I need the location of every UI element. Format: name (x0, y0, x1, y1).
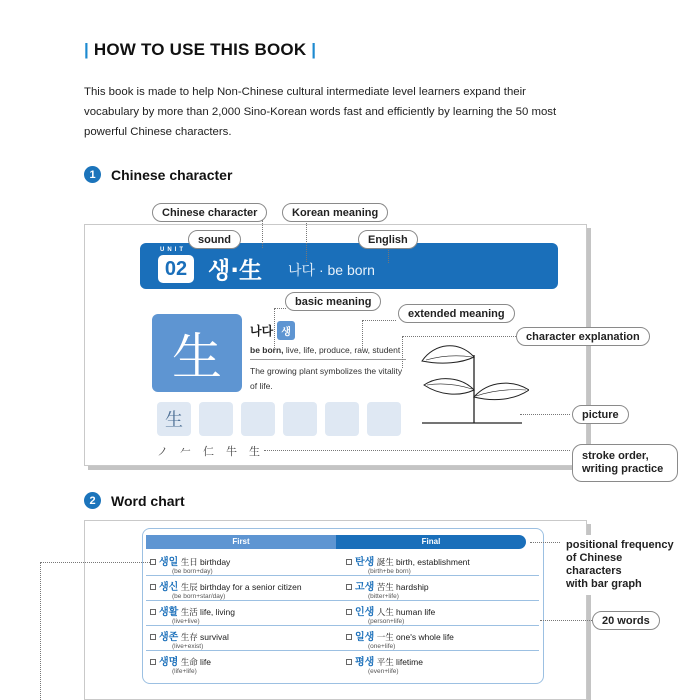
intro-paragraph: This book is made to help Non-Chinese cultural intermediate level learners expand their vocabulary by more than 2,000 Sino-Korean words fast and efficiently by learning the 50 most powerful Chinese characters. (84, 86, 557, 138)
title-bar-left: | (84, 40, 89, 59)
word-korean: 생존 (159, 632, 179, 643)
callout-basic-meaning: basic meaning (285, 292, 381, 311)
callout-stroke-order-line1: stroke order, (582, 450, 649, 462)
writing-practice (157, 402, 401, 436)
unit-label: UNIT (160, 247, 186, 253)
checkbox[interactable] (346, 659, 352, 665)
big-character: 生 (152, 314, 242, 392)
checkbox[interactable] (346, 584, 352, 590)
callout-positional-line3: with bar graph (566, 578, 642, 590)
word-text: 一生 one's whole life (374, 632, 454, 642)
plant-picture (414, 335, 529, 427)
section-2-number: 2 (84, 492, 101, 509)
section-2-header (84, 492, 185, 509)
word-breakdown: (live+exist) (172, 643, 204, 650)
word-cell[interactable] (342, 576, 538, 600)
korean-meaning-text: 나다 (250, 324, 274, 338)
word-breakdown: (one+life) (368, 643, 396, 650)
extended-meaning-text: live, life, produce, raw, student (283, 345, 401, 355)
callout-positional-frequency (560, 535, 686, 595)
section-1-number: 1 (84, 166, 101, 183)
word-text: 誕生 birth, establishment (374, 557, 470, 567)
leader-line (274, 308, 286, 309)
word-korean: 인생 (355, 607, 375, 618)
practice-box[interactable] (283, 402, 317, 436)
word-breakdown: (be born+day) (172, 568, 213, 575)
leader-line (274, 308, 275, 348)
basic-meaning-text: be born, (250, 345, 284, 355)
unit-number: 02 (158, 255, 194, 283)
word-korean: 탄생 (355, 557, 375, 568)
page-title (84, 40, 316, 60)
word-cell[interactable] (146, 576, 342, 600)
checkbox[interactable] (150, 559, 156, 565)
checkbox[interactable] (150, 609, 156, 615)
word-text: 生存 survival (178, 632, 229, 642)
word-korean: 평생 (355, 657, 375, 668)
word-breakdown: (be born+star/day) (172, 593, 226, 600)
callout-korean-meaning: Korean meaning (282, 203, 388, 222)
word-cell[interactable] (146, 651, 342, 676)
callout-stroke-order (572, 444, 678, 482)
callout-positional-line1: positional frequency (566, 539, 674, 551)
character-explanation-text: The growing plant symbolizes the vitality of life. (250, 366, 403, 391)
word-korean: 생신 (159, 582, 179, 593)
checkbox[interactable] (346, 634, 352, 640)
word-korean: 고생 (355, 582, 375, 593)
callout-twenty-words: 20 words (592, 611, 660, 630)
callout-sound: sound (188, 230, 241, 249)
callout-extended-meaning: extended meaning (398, 304, 515, 323)
title-bar-right: | (311, 40, 317, 59)
unit-banner (140, 243, 558, 289)
leader-line (402, 336, 403, 368)
leader-line (362, 320, 363, 350)
word-text: 生辰 birthday for a senior citizen (178, 582, 302, 592)
practice-box[interactable] (325, 402, 359, 436)
word-korean: 생일 (159, 557, 179, 568)
practice-box[interactable] (199, 402, 233, 436)
word-breakdown: (live+live) (172, 618, 200, 625)
word-text: 生活 life, living (178, 607, 236, 617)
word-cell[interactable] (342, 651, 538, 676)
section-1-header (84, 166, 232, 183)
word-korean: 일생 (355, 632, 375, 643)
practice-box[interactable] (367, 402, 401, 436)
leader-line (262, 220, 263, 248)
word-cell[interactable] (146, 626, 342, 650)
leader-line (540, 620, 592, 621)
checkbox[interactable] (150, 659, 156, 665)
word-row (146, 651, 539, 676)
first-column-label: First (146, 535, 336, 549)
word-row (146, 601, 539, 626)
word-cell[interactable] (342, 601, 538, 625)
callout-chinese-character: Chinese character (152, 203, 267, 222)
word-rows (146, 551, 539, 676)
word-row (146, 551, 539, 576)
word-cell[interactable] (146, 601, 342, 625)
leader-line (530, 542, 560, 543)
sound-badge: 생 (277, 321, 295, 340)
word-breakdown: (bitter+life) (368, 593, 399, 600)
final-column-label: Final (336, 535, 526, 549)
word-breakdown: (birth+be born) (368, 568, 411, 575)
leader-line (362, 320, 396, 321)
checkbox[interactable] (346, 609, 352, 615)
word-text: 平生 lifetime (374, 657, 423, 667)
korean-word (250, 321, 295, 340)
checkbox[interactable] (346, 559, 352, 565)
stroke-step: 生 (249, 445, 260, 458)
callout-positional-line2: of Chinese characters (566, 552, 623, 577)
stroke-step: 仁 (203, 445, 214, 458)
word-breakdown: (even+life) (368, 668, 399, 675)
leader-line (520, 414, 570, 415)
leader-line (40, 562, 41, 700)
stroke-step: 𠂉 (180, 445, 191, 458)
stroke-step: ノ (157, 445, 168, 458)
word-cell[interactable] (342, 551, 538, 575)
word-breakdown: (person+life) (368, 618, 405, 625)
word-text: 苦生 hardship (374, 582, 429, 592)
word-korean: 생활 (159, 607, 179, 618)
word-chart (146, 535, 539, 681)
leader-line (306, 220, 307, 262)
checkbox[interactable] (150, 634, 156, 640)
word-cell[interactable] (146, 551, 342, 575)
leader-line (264, 450, 570, 451)
practice-box[interactable] (241, 402, 275, 436)
stroke-step: 牛 (226, 445, 237, 458)
leader-line (40, 562, 150, 563)
word-text: 人生 human life (374, 607, 436, 617)
word-chart-header (146, 535, 526, 549)
word-row (146, 626, 539, 651)
callout-picture: picture (572, 405, 629, 424)
unit-meaning: 나다 · be born (288, 262, 375, 278)
callout-english: English (358, 230, 418, 249)
callout-stroke-order-line2: writing practice (582, 463, 664, 475)
word-breakdown: (life+life) (172, 668, 197, 675)
word-text: 生命 life (178, 657, 211, 667)
title-text: HOW TO USE THIS BOOK (93, 40, 307, 59)
section-1-title: Chinese character (111, 166, 233, 183)
word-cell[interactable] (342, 626, 538, 650)
word-text: 生日 birthday (178, 557, 231, 567)
word-korean: 생명 (159, 657, 179, 668)
section-2-title: Word chart (111, 492, 185, 509)
stroke-order (157, 443, 260, 459)
checkbox[interactable] (150, 584, 156, 590)
leader-line (402, 336, 516, 337)
practice-box[interactable]: 生 (157, 402, 191, 436)
callout-character-explanation: character explanation (516, 327, 650, 346)
unit-hanja: 생·生 (208, 258, 262, 284)
word-row (146, 576, 539, 601)
